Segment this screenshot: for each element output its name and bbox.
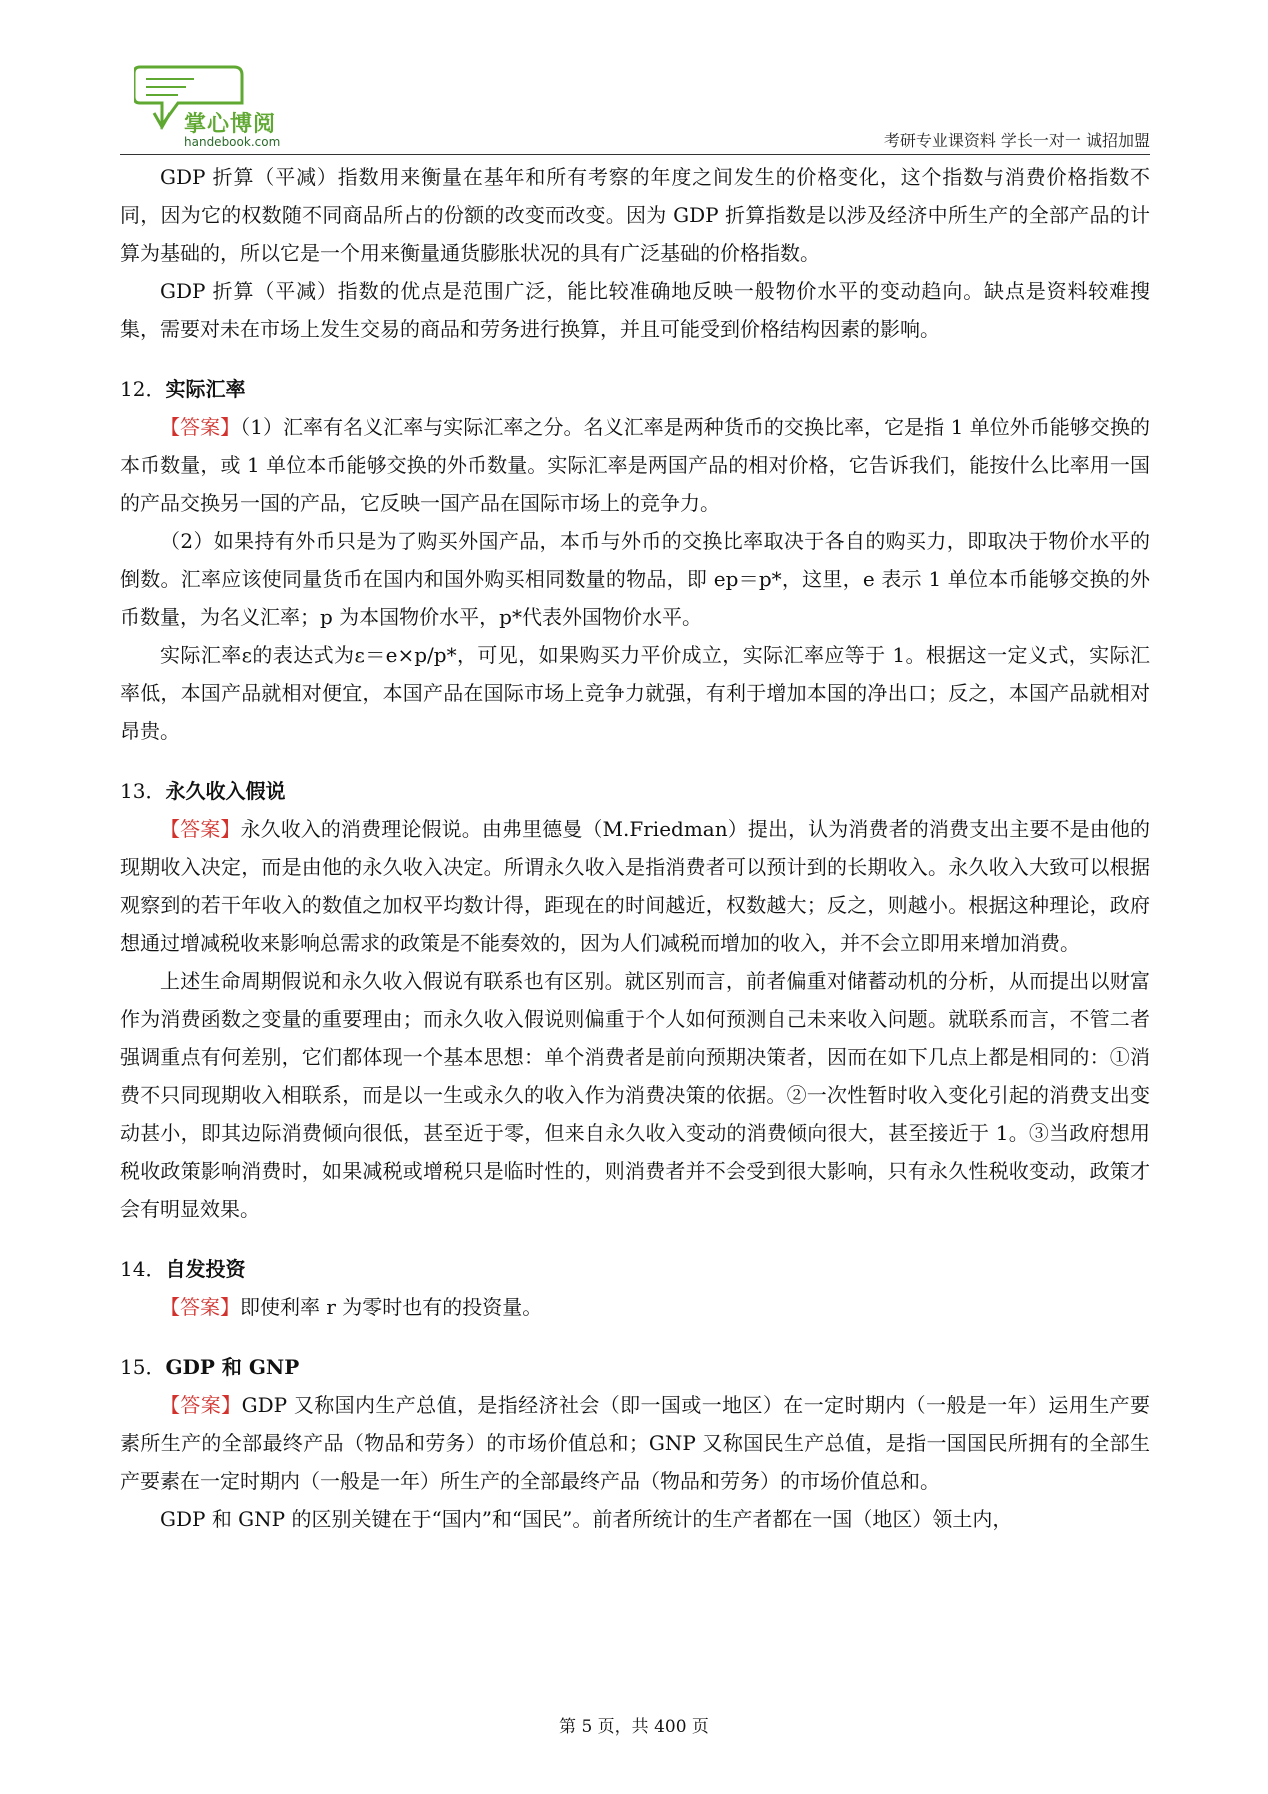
section-title: GDP 和 GNP (165, 1355, 300, 1379)
document-body (120, 158, 1150, 1538)
section-title: 实际汇率 (165, 377, 246, 401)
logo-brand: 掌心博阅 (184, 112, 277, 137)
paragraph: GDP 折算（平减）指数用来衡量在基年和所有考察的年度之间发生的价格变化，这个指数与消费价格指数不同，因为它的权数随不同商品所占的份额的改变而改变。因为 GDP 折算指数是以涉及经济中所生产的全部产品的计算为基础的，所以它是一个用来衡量通货膨胀状况的具有广泛基础的价格指数。 (120, 165, 1150, 265)
section-title: 永久收入假说 (165, 779, 286, 803)
page-footer: 第 5 页，共 400 页 (559, 1717, 709, 1737)
header-tagline: 考研专业课资料 学长一对一 诚招加盟 (883, 131, 1150, 150)
answer-text: （1）汇率有名义汇率与实际汇率之分。名义汇率是两种货币的交换比率，它是指 1 单位外币能够交换的本币数量，或 1 单位本币能够交换的外币数量。实际汇率是两国产品的相对价格，它告诉我们，能按什么比率用一国的产品交换另一国的产品，它反映一国产品在国际市场上的竞争力。 (120, 415, 1151, 515)
header-divider (120, 154, 1150, 155)
answer-paragraph (120, 408, 1150, 522)
section-heading (120, 1250, 1150, 1288)
section-heading (120, 772, 1150, 810)
answer-label: 【答案】 (160, 415, 241, 439)
section-heading (120, 1348, 1150, 1386)
answer-label: 【答案】 (160, 817, 241, 841)
page-header (120, 55, 1150, 155)
paragraph: GDP 和 GNP 的区别关键在于“国内”和“国民”。前者所统计的生产者都在一国（地区）领土内， (160, 1507, 1013, 1531)
answer-text: 即使利率 r 为零时也有的投资量。 (240, 1295, 543, 1319)
section-number: 12． (120, 377, 166, 401)
answer-text: 永久收入的消费理论假说。由弗里德曼（M.Friedman）提出，认为消费者的消费支出主要不是由他的现期收入决定，而是由他的永久收入决定。所谓永久收入是指消费者可以预计到的长期收入。永久收入大致可以根据观察到的若干年收入的数值之加权平均数计得，距现在的时间越近，权数越大；反之，则越小。根据这种理论，政府想通过增减税收来影响总需求的政策是不能奏效的，因为人们减税而增加的收入，并不会立即用来增加消费。 (120, 817, 1151, 955)
paragraph: 实际汇率ε的表达式为ε＝e×p/p*，可见，如果购买力平价成立，实际汇率应等于 1。根据这一定义式，实际汇率低，本国产品就相对便宜，本国产品在国际市场上竞争力就强，有利于增加本国的净出口；反之，本国产品就相对昂贵。 (120, 643, 1150, 743)
section-title: 自发投资 (165, 1257, 246, 1281)
section-number: 15． (120, 1355, 166, 1379)
answer-paragraph (120, 1386, 1150, 1500)
logo (134, 63, 334, 155)
answer-label: 【答案】 (160, 1393, 242, 1417)
section-number: 13． (120, 779, 166, 803)
logo-site: handebook.com (184, 135, 281, 149)
answer-paragraph (120, 1288, 1150, 1326)
section-number: 14． (120, 1257, 166, 1281)
paragraph: 上述生命周期假说和永久收入假说有联系也有区别。就区别而言，前者偏重对储蓄动机的分析，从而提出以财富作为消费函数之变量的重要理由；而永久收入假说则偏重于个人如何预测自己未来收入问题。就联系而言，不管二者强调重点有何差别，它们都体现一个基本思想：单个消费者是前向预期决策者，因而在如下几点上都是相同的：①消费不只同现期收入相联系，而是以一生或永久的收入作为消费决策的依据。②一次性暂时收入变化引起的消费支出变动甚小，即其边际消费倾向很低，甚至近于零，但来自永久收入变动的消费倾向很大，甚至接近于 1。③当政府想用税收政策影响消费时，如果减税或增税只是临时性的，则消费者并不会受到很大影响，只有永久性税收变动，政策才会有明显效果。 (120, 969, 1150, 1221)
answer-label: 【答案】 (160, 1295, 240, 1319)
paragraph: （2）如果持有外币只是为了购买外国产品，本币与外币的交换比率取决于各自的购买力，即取决于物价水平的倒数。汇率应该使同量货币在国内和国外购买相同数量的物品，即 ep＝p*，这里，e 表示 1 单位本币能够交换的外币数量，为名义汇率；p 为本国物价水平，p*代表外国物价水平。 (120, 529, 1150, 629)
answer-paragraph (120, 810, 1150, 962)
section-heading (120, 370, 1150, 408)
paragraph: GDP 折算（平减）指数的优点是范围广泛，能比较准确地反映一般物价水平的变动趋向。缺点是资料较难搜集，需要对未在市场上发生交易的商品和劳务进行换算，并且可能受到价格结构因素的影响。 (120, 279, 1150, 341)
answer-text: GDP 又称国内生产总值，是指经济社会（即一国或一地区）在一定时期内（一般是一年）运用生产要素所生产的全部最终产品（物品和劳务）的市场价值总和；GNP 又称国民生产总值，是指一国国民所拥有的全部生产要素在一定时期内（一般是一年）所生产的全部最终产品（物品和劳务）的市场价值总和。 (120, 1393, 1151, 1493)
